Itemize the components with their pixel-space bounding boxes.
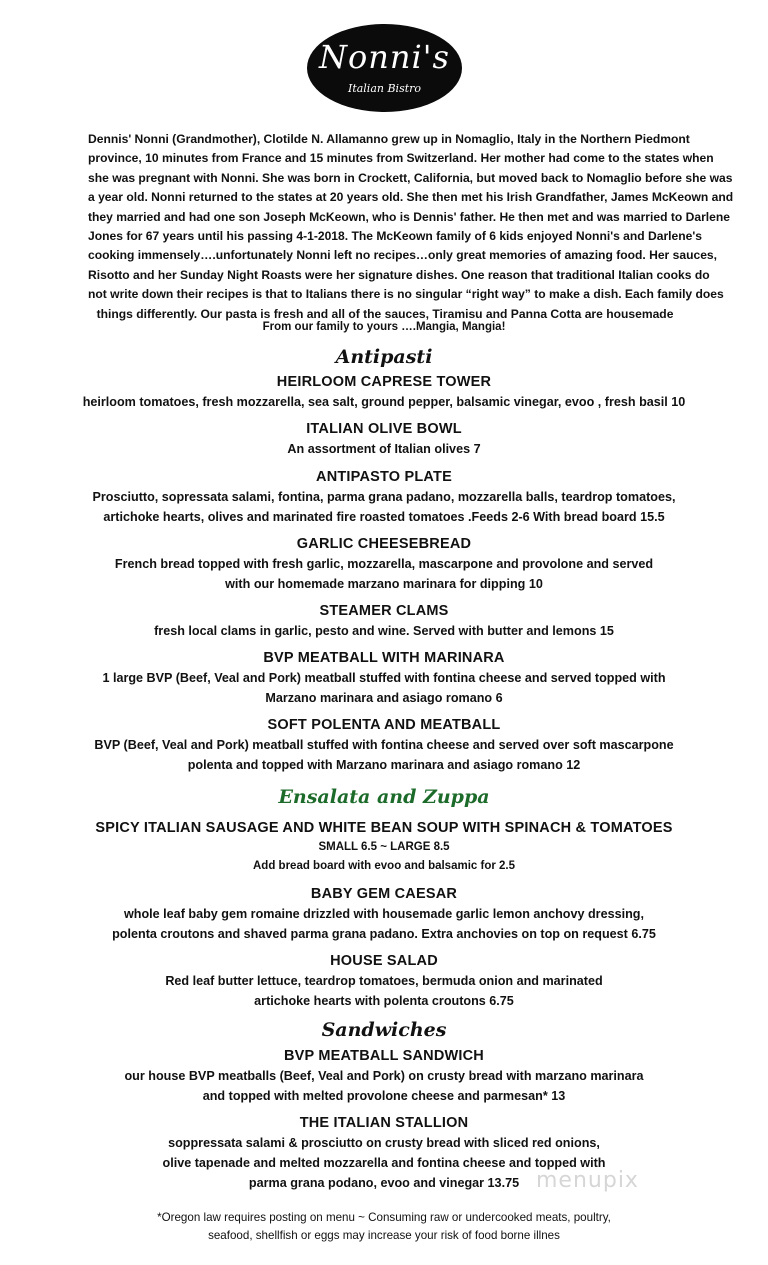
menu-item-caprese bbox=[0, 372, 768, 412]
section-sandwiches: Sandwiches bbox=[321, 1019, 447, 1041]
item-description-line: and topped with melted provolone cheese and parmesan* 13 bbox=[202, 1089, 566, 1103]
story-line: not write down their recipes is that to Italians there is no singular “right way” to make a dish. Each family does bbox=[88, 287, 724, 302]
logo-name: Nonni's bbox=[319, 38, 450, 76]
item-description-line: Red leaf butter lettuce, teardrop tomatoes, bermuda onion and marinated bbox=[165, 974, 603, 988]
section-antipasti: Antipasti bbox=[335, 346, 433, 368]
item-description bbox=[0, 838, 768, 876]
menu-item-garlic-cheesebread bbox=[0, 534, 768, 594]
item-description-line: heirloom tomatoes, fresh mozzarella, sea salt, ground pepper, balsamic vinegar, evoo , fresh basil 10 bbox=[82, 395, 686, 409]
item-name: GARLIC CHEESEBREAD bbox=[296, 536, 472, 552]
item-name: BVP MEATBALL SANDWICH bbox=[284, 1048, 484, 1064]
item-description bbox=[0, 971, 768, 1011]
menu-item-baby-gem-caesar bbox=[0, 884, 768, 944]
item-description bbox=[0, 1066, 768, 1106]
story-line: Jones for 67 years until his passing 4-1-2018. The McKeown family of 6 kids enjoyed Nonni's and Darlene's bbox=[88, 229, 702, 244]
menu-item-soft-polenta bbox=[0, 715, 768, 775]
health-disclaimer bbox=[0, 1209, 768, 1245]
menu-item-house-salad bbox=[0, 951, 768, 1011]
item-name: HOUSE SALAD bbox=[330, 953, 438, 969]
story-line: province, 10 minutes from France and 15 minutes from Switzerland. Her mother had come to the states when bbox=[88, 151, 714, 166]
item-description-line: Prosciutto, sopressata salami, fontina, parma grana padano, mozzarella balls, teardrop tomatoes, bbox=[92, 490, 676, 504]
item-description bbox=[0, 392, 768, 412]
story-line: Dennis' Nonni (Grandmother), Clotilde N. Allamanno grew up in Nomaglio, Italy in the Northern Piedmont bbox=[88, 132, 690, 146]
menu-item-sausage-soup bbox=[0, 818, 768, 876]
item-description-line: BVP (Beef, Veal and Pork) meatball stuffed with fontina cheese and served over soft mascarpone bbox=[94, 738, 674, 752]
item-description-line: Marzano marinara and asiago romano 6 bbox=[265, 691, 503, 705]
logo-subtitle: Italian Bistro bbox=[347, 82, 422, 95]
item-name: THE ITALIAN STALLION bbox=[299, 1115, 469, 1131]
item-description-line: French bread topped with fresh garlic, mozzarella, mascarpone and provolone and served bbox=[114, 557, 654, 571]
item-name: STEAMER CLAMS bbox=[319, 603, 449, 619]
item-description bbox=[0, 735, 768, 775]
disclaimer-line: *Oregon law requires posting on menu ~ Consuming raw or undercooked meats, poultry, bbox=[157, 1211, 611, 1224]
item-description bbox=[0, 439, 768, 459]
item-description-line: parma grana podano, evoo and vinegar 13.75 bbox=[248, 1176, 520, 1190]
item-description-line: SMALL 6.5 ~ LARGE 8.5 bbox=[318, 841, 450, 853]
menu-item-antipasto-plate bbox=[0, 467, 768, 527]
story-line: Risotto and her Sunday Night Roasts were her signature dishes. One reason that traditional Italian cooks do bbox=[88, 267, 710, 282]
menu-item-steamer-clams bbox=[0, 601, 768, 641]
section-ensalata-zuppa: Ensalata and Zuppa bbox=[278, 786, 490, 808]
story-line: a year old. Nonni returned to the states at 20 years old. She then met his Irish Grandfather, James McKeown and bbox=[88, 190, 734, 205]
story-line: she was pregnant with Nonni. She was born in Crockett, California, but moved back to Nomaglio before she was bbox=[88, 170, 733, 185]
item-description-line: our house BVP meatballs (Beef, Veal and Pork) on crusty bread with marzano marinara bbox=[124, 1069, 644, 1083]
item-description-line: with our homemade marzano marinara for dipping 10 bbox=[225, 577, 543, 591]
item-description bbox=[0, 554, 768, 594]
story-line: cooking immensely….unfortunately Nonni left no recipes…only great memories of amazing food. Her sauces, bbox=[88, 248, 718, 263]
item-description-line: artichoke hearts, olives and marinated fire roasted tomatoes .Feeds 2-6 With bread board 15.5 bbox=[103, 510, 665, 524]
item-description-line: artichoke hearts with polenta croutons 6.75 bbox=[254, 994, 514, 1008]
menu-item-meatball-marinara bbox=[0, 648, 768, 708]
item-description bbox=[0, 487, 768, 527]
item-description bbox=[0, 1133, 768, 1193]
item-name: SOFT POLENTA AND MEATBALL bbox=[267, 717, 501, 733]
item-description-line: fresh local clams in garlic, pesto and wine. Served with butter and lemons 15 bbox=[154, 624, 614, 638]
disclaimer-line: seafood, shellfish or eggs may increase your risk of food borne illnes bbox=[208, 1229, 560, 1242]
menupix-watermark: menupix bbox=[536, 1168, 639, 1193]
item-name: SPICY ITALIAN SAUSAGE AND WHITE BEAN SOUP WITH SPINACH & TOMATOES bbox=[95, 820, 673, 836]
item-description bbox=[0, 621, 768, 641]
item-description-line: polenta croutons and shaved parma grana padano. Extra anchovies on top on request 6.75 bbox=[112, 927, 656, 941]
story-line: things differently. Our pasta is fresh and all of the sauces, Tiramisu and Panna Cotta are housemade bbox=[96, 306, 674, 321]
item-description-line: 1 large BVP (Beef, Veal and Pork) meatball stuffed with fontina cheese and served topped with bbox=[102, 671, 666, 685]
family-story bbox=[88, 130, 734, 324]
item-name: ITALIAN OLIVE BOWL bbox=[306, 421, 462, 437]
nonnis-logo bbox=[307, 24, 462, 112]
menu-item-meatball-sandwich bbox=[0, 1046, 768, 1106]
item-name: BVP MEATBALL WITH MARINARA bbox=[263, 650, 505, 666]
item-description-line: olive tapenade and melted mozzarella and fontina cheese and topped with bbox=[162, 1156, 606, 1170]
menu-item-italian-stallion bbox=[0, 1113, 768, 1193]
tagline: From our family to yours ….Mangia, Mangia! bbox=[262, 321, 506, 333]
item-description-line: Add bread board with evoo and balsamic for 2.5 bbox=[253, 860, 515, 872]
item-description-line: whole leaf baby gem romaine drizzled with housemade garlic lemon anchovy dressing, bbox=[124, 907, 644, 921]
item-description bbox=[0, 668, 768, 708]
item-name: ANTIPASTO PLATE bbox=[316, 469, 452, 485]
item-description bbox=[0, 904, 768, 944]
menu-item-olive-bowl bbox=[0, 419, 768, 459]
story-line: they married and had one son Joseph McKeown, who is Dennis' father. He then met and was married to Darlene bbox=[88, 209, 730, 224]
item-description-line: polenta and topped with Marzano marinara and asiago romano 12 bbox=[187, 758, 581, 772]
item-name: HEIRLOOM CAPRESE TOWER bbox=[276, 374, 492, 390]
item-description-line: An assortment of Italian olives 7 bbox=[287, 442, 481, 456]
item-description-line: soppressata salami & prosciutto on crusty bread with sliced red onions, bbox=[168, 1136, 600, 1150]
item-name: BABY GEM CAESAR bbox=[310, 886, 458, 902]
